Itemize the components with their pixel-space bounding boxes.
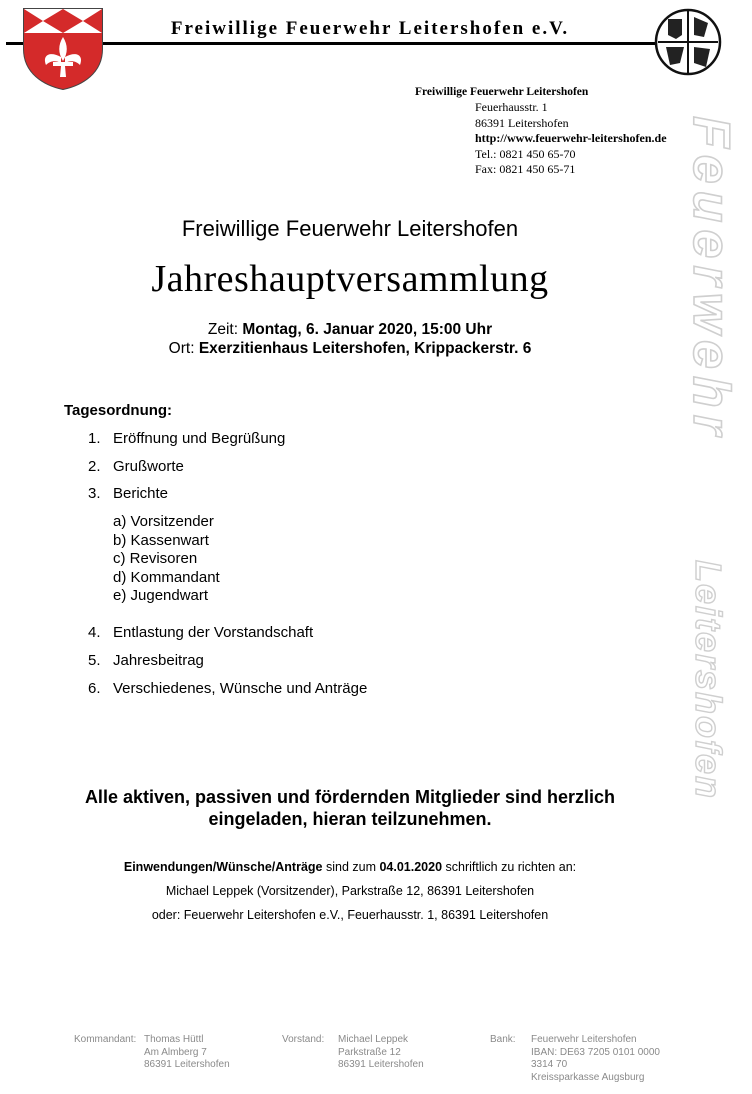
place-value: Exerzitienhaus Leitershofen, Krippackerstr. 6 [198, 340, 532, 357]
footer-kommandant-label: Kommandant: [74, 1034, 137, 1045]
time-label: Zeit: [207, 321, 243, 338]
agenda-subitem: c) Revisoren [113, 550, 198, 567]
objection-note [0, 859, 700, 875]
meeting-place [0, 339, 700, 358]
agenda-item-number: 6. [88, 680, 101, 697]
agenda-heading: Tagesordnung: [64, 402, 173, 419]
agenda-item-text: Eröffnung und Begrüßung [113, 430, 286, 447]
footer-bank-iban: IBAN: DE63 7205 0101 0000 3314 70 [531, 1046, 660, 1070]
footer-bank [531, 1034, 671, 1084]
agenda-subitem: d) Kommandant [113, 569, 220, 586]
agenda-item-number: 2. [88, 458, 101, 475]
agenda-item-text: Grußworte [113, 458, 184, 475]
agenda-subitem: a) Vorsitzender [113, 513, 214, 530]
address-phone: Tel.: 0821 450 65-70 [475, 146, 576, 161]
header-title: Freiwillige Feuerwehr Leitershofen e.V. [150, 16, 590, 42]
agenda-item-text: Entlastung der Vorstandschaft [113, 624, 314, 641]
agenda-item-text: Jahresbeitrag [113, 652, 204, 669]
address-website-link[interactable]: http://www.feuerwehr-leitershofen.de [475, 131, 667, 145]
coat-of-arms-icon [20, 5, 106, 91]
org-heading: Freiwillige Feuerwehr Leitershofen [181, 216, 519, 241]
objection-deadline: 04.01.2020 [379, 860, 443, 874]
footer-bank-institute: Kreissparkasse Augsburg [531, 1071, 645, 1083]
agenda-item-number: 5. [88, 652, 101, 669]
agenda-item-number: 1. [88, 430, 101, 447]
invitation-text: Alle aktiven, passiven und fördernden Mitglieder sind herzlich eingeladen, hieran teilzunehmen. [84, 787, 616, 829]
footer-vorstand-street: Parkstraße 12 [338, 1046, 401, 1058]
footer-vorstand-label: Vorstand: [282, 1034, 325, 1045]
header-rule [6, 42, 696, 45]
meeting-time [0, 320, 700, 339]
address-fax: Fax: 0821 450 65-71 [475, 162, 576, 176]
objection-note-label: Einwendungen/Wünsche/Anträge [123, 860, 323, 874]
agenda-subitem: b) Kassenwart [113, 532, 209, 549]
footer-kommandant-name: Thomas Hüttl [144, 1034, 204, 1045]
footer-kommandant-city: 86391 Leitershofen [144, 1059, 230, 1070]
address-block [475, 100, 667, 178]
footer-kommandant [144, 1034, 230, 1072]
objection-note-end: schriftlich zu richten an: [442, 860, 577, 874]
footer-bank-label: Bank: [490, 1034, 516, 1045]
agenda-subitem: e) Jugendwart [113, 587, 209, 604]
contact-address-2: oder: Feuerwehr Leitershofen e.V., Feuerhausstr. 1, 86391 Leitershofen [151, 908, 549, 922]
agenda-item-number: 3. [88, 485, 101, 502]
agenda-item-text: Verschiedenes, Wünsche und Anträge [113, 680, 368, 697]
footer-vorstand-name: Michael Leppek [338, 1034, 409, 1045]
objection-note-mid: sind zum [322, 860, 380, 874]
agenda-item-number: 4. [88, 624, 101, 641]
footer-bank-name: Feuerwehr Leitershofen [531, 1034, 637, 1045]
time-value: Montag, 6. Januar 2020, 15:00 Uhr [242, 321, 493, 338]
address-street: Feuerhausstr. 1 [475, 100, 548, 114]
footer-vorstand-city: 86391 Leitershofen [338, 1059, 424, 1070]
watermark-word-2: Leitershofen [688, 560, 729, 801]
watermark-word-1: Feuerwehr [682, 116, 740, 442]
agenda-item-text: Berichte [113, 485, 169, 502]
address-org: Freiwillige Feuerwehr Leitershofen [415, 86, 589, 98]
place-label: Ort: [168, 340, 199, 357]
fire-brigade-emblem-icon [654, 5, 722, 79]
contact-address-1: Michael Leppek (Vorsitzender), Parkstraße 12, 86391 Leitershofen [165, 884, 535, 898]
footer-vorstand [338, 1034, 424, 1072]
address-city: 86391 Leitershofen [475, 115, 569, 130]
page-title: Jahreshauptversammlung [151, 258, 549, 300]
footer-kommandant-street: Am Almberg 7 [144, 1046, 207, 1058]
